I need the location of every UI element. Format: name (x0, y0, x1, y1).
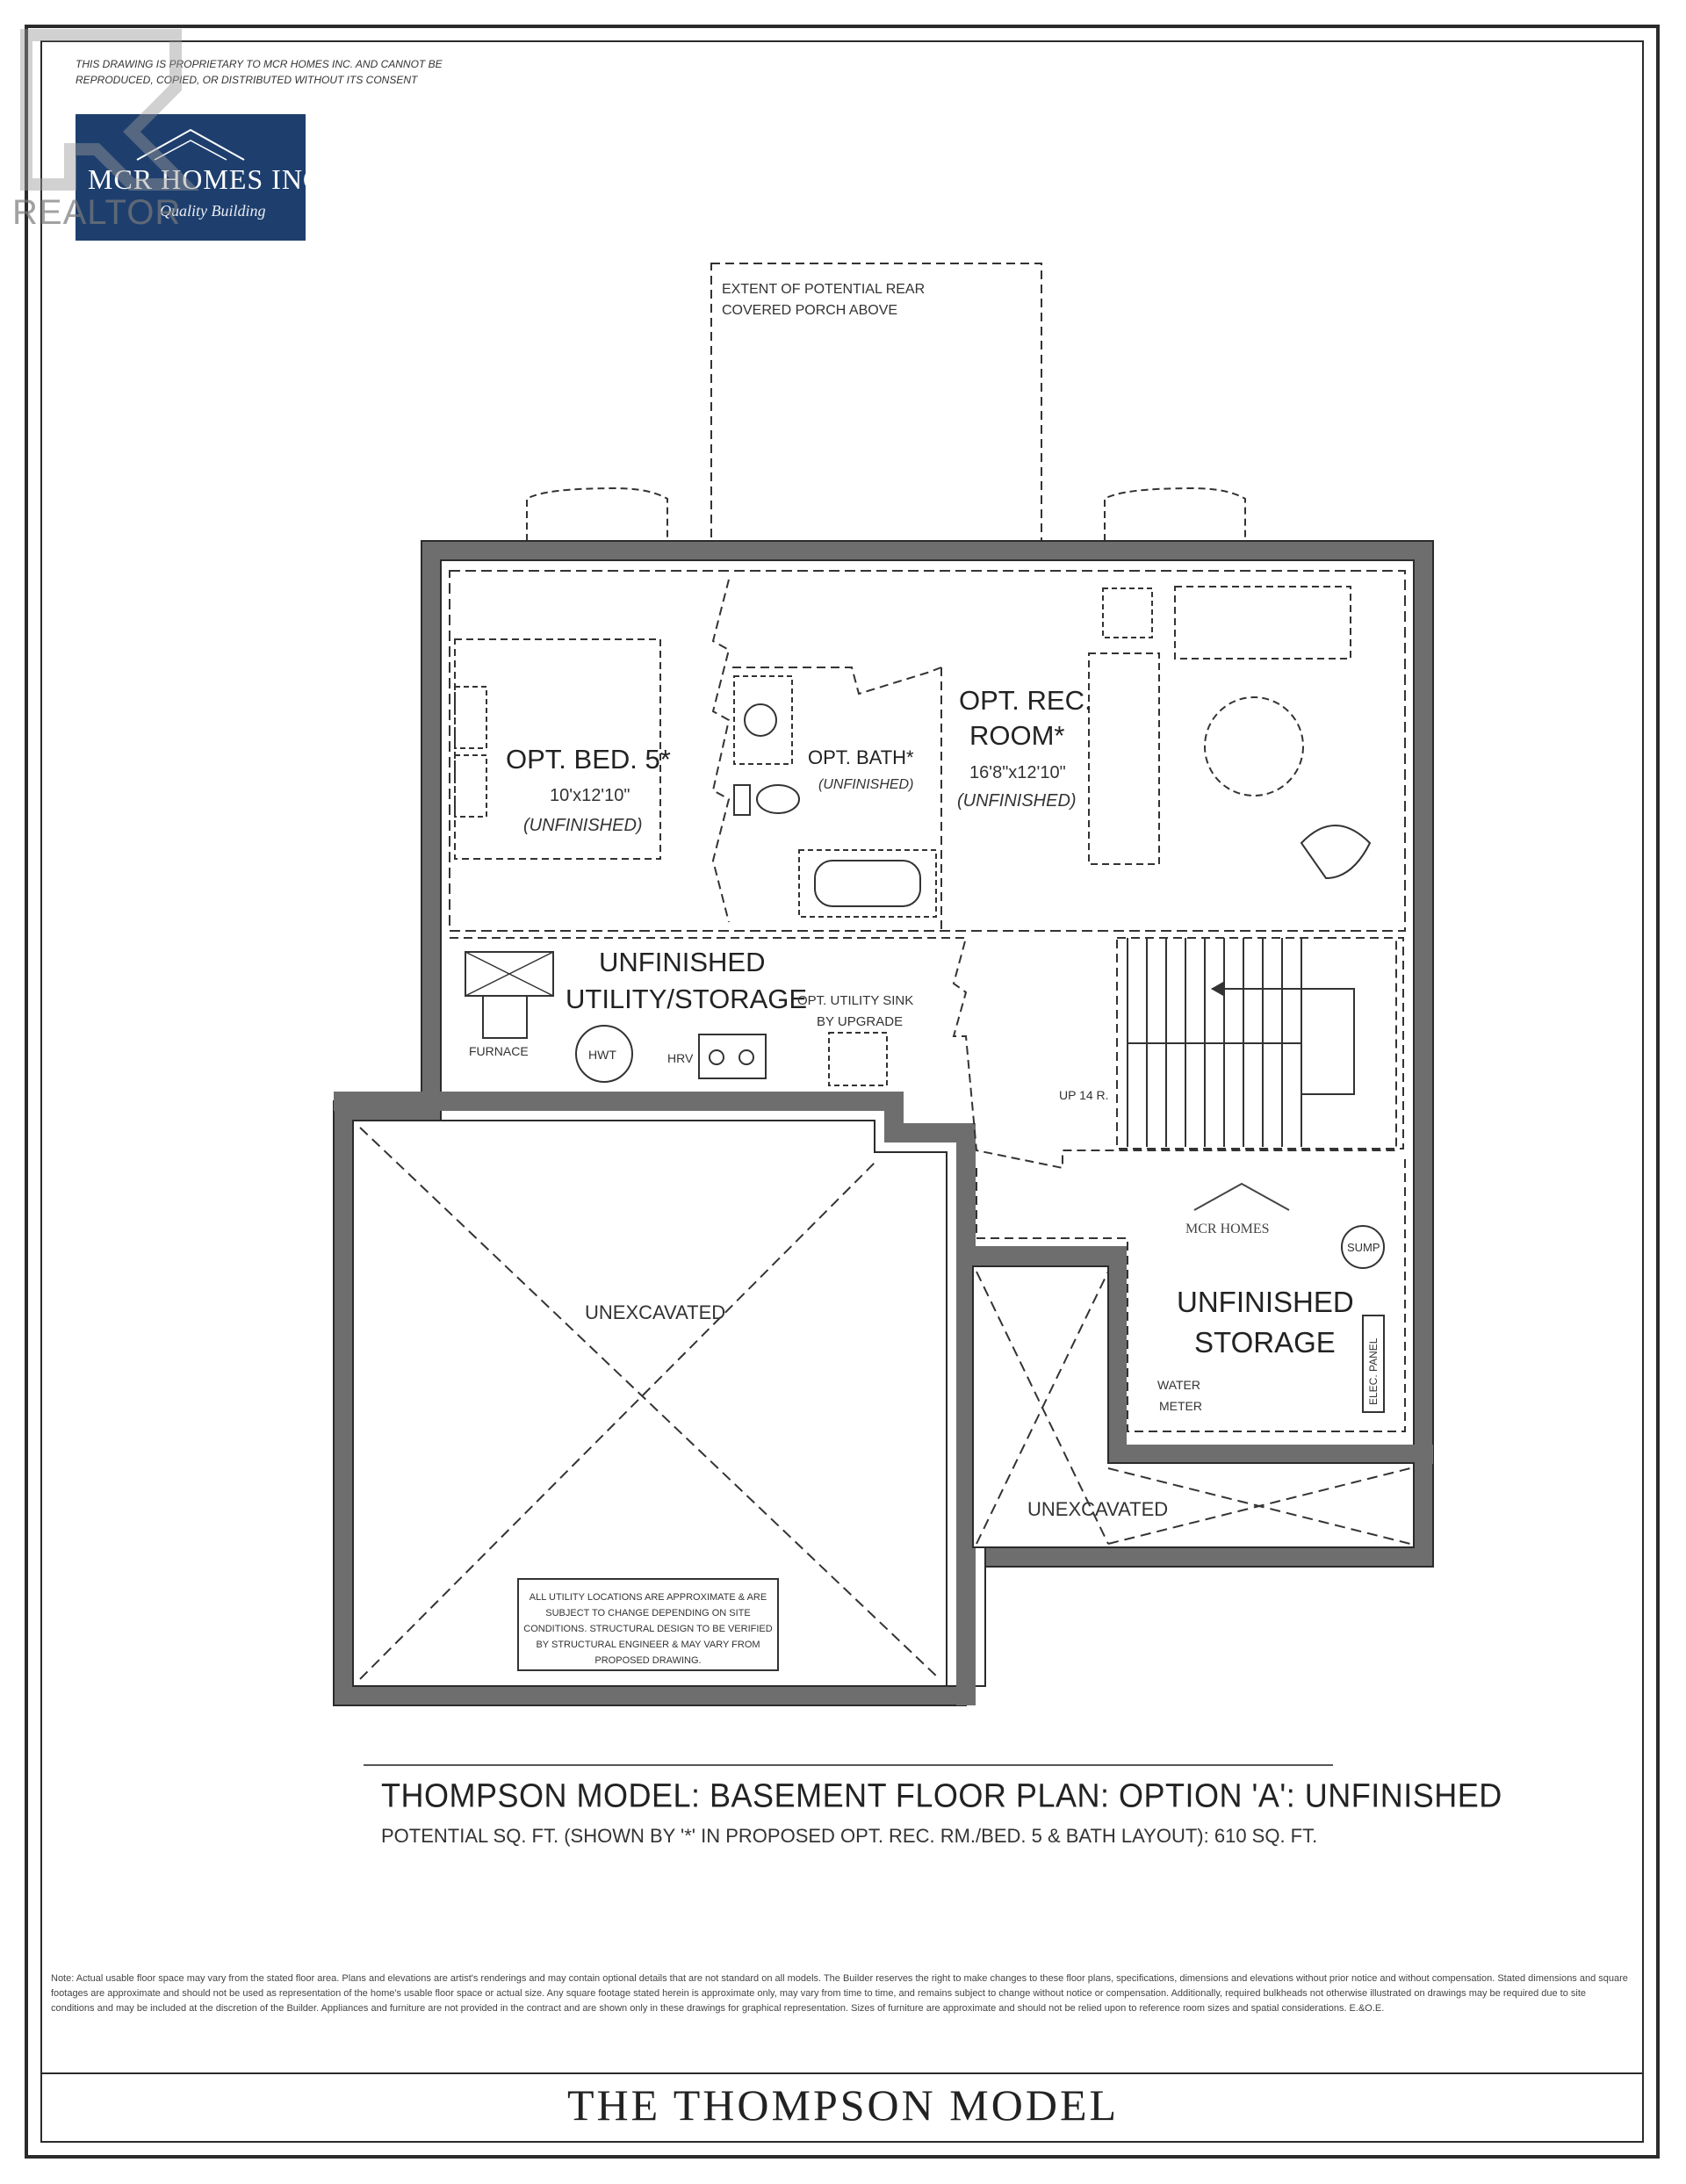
watermark-text: REALTOR (12, 193, 182, 232)
unexcavated-right-label: UNEXCAVATED (1027, 1498, 1169, 1520)
utility-note-line: CONDITIONS. STRUCTURAL DESIGN TO BE VERIFIED (523, 1624, 773, 1634)
plan-subtitle: POTENTIAL SQ. FT. (SHOWN BY '*' IN PROPOSED OPT. REC. RM./BED. 5 & BATH LAYOUT): 610 SQ. FT. (381, 1825, 1318, 1847)
elec-panel-label: ELEC. PANEL (1367, 1337, 1380, 1405)
logo-tagline: Quality Building (160, 202, 266, 220)
window-well-right (1105, 488, 1245, 541)
unexcavated-left-label: UNEXCAVATED (585, 1301, 726, 1323)
stairs-label: UP 14 R. (1059, 1088, 1109, 1102)
utility-note-line: BY STRUCTURAL ENGINEER & MAY VARY FROM (536, 1640, 760, 1650)
utility-note-line: PROPOSED DRAWING. (594, 1655, 702, 1666)
utility-name-2: UTILITY/STORAGE (566, 984, 808, 1014)
sink-note-1: OPT. UTILITY SINK (797, 993, 914, 1008)
utility-note-line: ALL UTILITY LOCATIONS ARE APPROXIMATE & ARE (529, 1592, 767, 1603)
storage-name-2: STORAGE (1194, 1326, 1336, 1359)
furnace-label: FURNACE (469, 1044, 529, 1058)
hwt-label: HWT (588, 1048, 616, 1062)
plan-logo: MCR HOMES (1185, 1222, 1270, 1236)
bed5-name: OPT. BED. 5* (506, 744, 671, 775)
rec-status: (UNFINISHED) (957, 791, 1077, 811)
model-name: THE THOMPSON MODEL (566, 2080, 1120, 2130)
sump-label: SUMP (1347, 1241, 1380, 1254)
rec-dims: 16'8"x12'10" (969, 763, 1066, 782)
porch-note-line1: EXTENT OF POTENTIAL REAR (722, 282, 926, 297)
plan-title: THOMPSON MODEL: BASEMENT FLOOR PLAN: OPTION 'A': UNFINISHED (381, 1776, 1502, 1814)
title-rule (364, 1764, 1333, 1766)
bath-name: OPT. BATH* (808, 746, 914, 768)
window-well-left (527, 488, 667, 541)
sink-note-2: BY UPGRADE (817, 1014, 904, 1029)
storage-name-1: UNFINISHED (1177, 1286, 1354, 1318)
fine-print: Note: Actual usable floor space may vary from the stated floor area. Plans and elevations are artist's renderings and may contain optional details that are not standard on all models. The Builder reserves the right to make changes to these floor plans, specifications, dimensions and elevations without prior notice and without compensation. Stated dimensions and square footages are approximate and should not be used as representation of the home's usable floor space or actual size. Any square footage stated herein is approximate only, may vary from time to time, and remains subject to change without notice or compensation. Additionally, required bulkheads not otherwise illustrated on drawings may be required due to site conditions and may be included at the discretion of the Builder. Appliances and furniture are not provided in the contract and are shown only in these drawings for graphical representation. Sizes of furniture are approximate and should not be relied upon to reference room sizes and spatial considerations. E.&O.E. (51, 1973, 1628, 2014)
bed5-status: (UNFINISHED) (523, 816, 643, 835)
proprietary-notice: THIS DRAWING IS PROPRIETARY TO MCR HOMES INC. AND CANNOT BE REPRODUCED, COPIED, OR DISTRIBUTED WITHOUT ITS CONSENT (76, 58, 443, 86)
bath-status: (UNFINISHED) (818, 777, 914, 792)
utility-note-line: SUBJECT TO CHANGE DEPENDING ON SITE (545, 1608, 751, 1618)
bed5-dims: 10'x12'10" (550, 786, 630, 805)
rec-name-2: ROOM* (969, 720, 1065, 751)
logo-name: MCR HOMES INC. (88, 163, 331, 195)
porch-note-line2: COVERED PORCH ABOVE (722, 303, 898, 318)
utility-name-1: UNFINISHED (599, 947, 766, 977)
water-meter-2: METER (1159, 1399, 1202, 1413)
hrv-label: HRV (667, 1051, 694, 1065)
water-meter-1: WATER (1157, 1378, 1200, 1392)
rec-name-1: OPT. REC. (959, 685, 1092, 716)
